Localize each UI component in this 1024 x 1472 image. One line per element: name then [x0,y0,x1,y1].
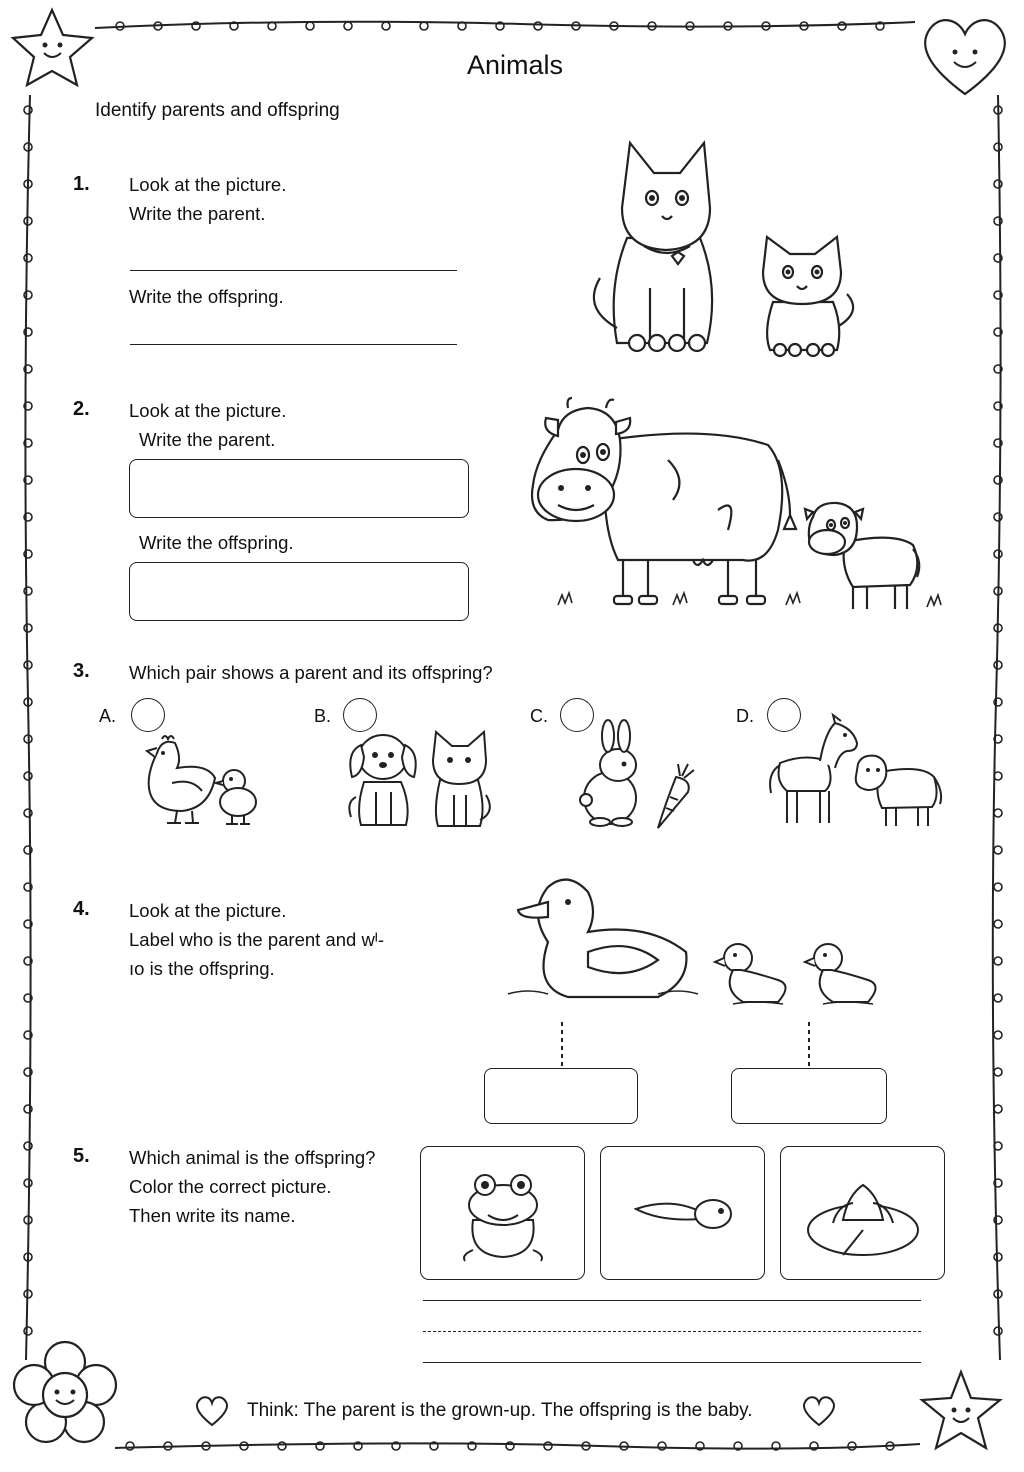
cat-icon [428,730,493,830]
question-text [129,170,286,228]
question-line: Look at the picture. [129,900,287,921]
question-number: 5. [73,1145,90,1167]
option-label-c: C. [530,706,548,726]
lily-pad-icon [803,1175,923,1265]
question-text: Which pair shows a parent and its offspring? [129,662,493,683]
frog-choice-card[interactable] [420,1146,585,1280]
horse-icon [765,713,860,828]
duckling-icon [713,940,798,1010]
question-line: Which animal is the offspring? [129,1147,376,1168]
option-label-d: D. [736,706,754,726]
duck-icon [508,872,708,1012]
tadpole-choice-card[interactable] [600,1146,765,1280]
dog-icon [346,727,421,827]
parent-label-box[interactable] [484,1068,638,1124]
question-number: 3. [73,660,90,682]
option-a-radio[interactable] [131,698,165,732]
calf-icon [805,497,945,617]
tadpole-icon [631,1187,741,1237]
question-line: Write the offspring. [129,286,284,307]
writing-guide-line [423,1331,921,1332]
question-line: ıo is the offspring. [129,958,275,979]
calf-icon [852,752,947,832]
heart-icon [194,1394,230,1428]
option-label-a: A. [99,706,117,726]
question-line: Write the offspring. [139,532,294,553]
kitten-icon [755,232,855,357]
writing-line[interactable] [423,1362,921,1363]
question-line: Color the correct picture. [129,1176,332,1197]
question-line: Label who is the parent and wᴵ- [129,929,385,950]
question-text [129,896,384,983]
star-smiley-icon [916,1368,1006,1458]
heart-icon [801,1394,837,1428]
offspring-answer-box[interactable] [129,562,469,621]
answer-line[interactable] [130,344,457,345]
carrot-icon [652,762,697,832]
question-number: 2. [73,398,90,420]
lily-pad-choice-card[interactable] [780,1146,945,1280]
cow-icon [528,400,818,610]
question-line: Then write its name. [129,1205,296,1226]
dashed-connector [560,1022,564,1067]
rabbit-icon [578,720,648,830]
parent-answer-box[interactable] [129,459,469,518]
question-number: 4. [73,898,90,920]
question-line: Look at the picture. [129,174,287,195]
chick-icon [216,767,261,827]
question-line: Write the parent. [129,203,266,224]
writing-line[interactable] [423,1300,921,1301]
question-line: Look at the picture. [129,400,287,421]
page-subtitle: Identify parents and offspring [95,100,340,121]
hen-icon [137,733,222,828]
question-line: Write the parent. [139,429,276,450]
option-label-b: B. [314,706,332,726]
dashed-connector [807,1022,811,1067]
question-text [129,1143,375,1230]
offspring-label-box[interactable] [731,1068,887,1124]
answer-line[interactable] [130,270,457,271]
flower-smiley-icon [10,1340,120,1450]
page-title: Animals [466,50,564,80]
cat-icon [592,138,742,358]
question-number: 1. [73,173,90,195]
footer-tip: Think: The parent is the grown-up. The offspring is the baby. [247,1400,753,1421]
frog-icon [453,1165,553,1265]
duckling-icon [803,940,888,1010]
